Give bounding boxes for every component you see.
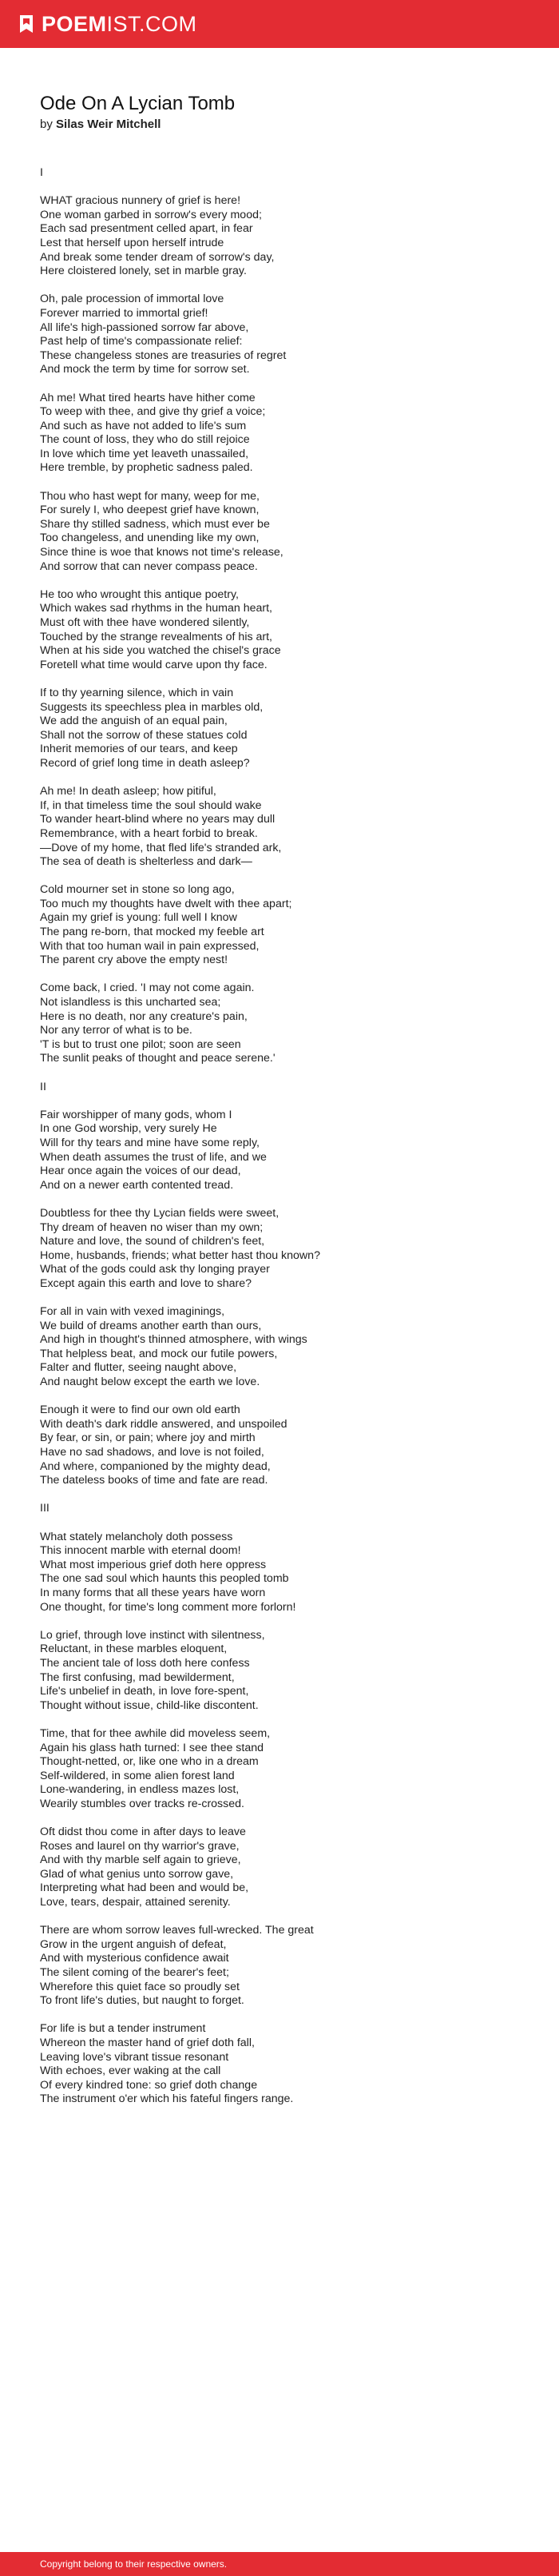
poem-line: Inherit memories of our tears, and keep — [40, 743, 238, 756]
poem-line: We add the anguish of an equal pain, — [40, 715, 228, 728]
poem-line: Cold mourner set in stone so long ago, — [40, 883, 235, 897]
poem-line: By fear, or sin, or pain; where joy and mirth — [40, 1431, 256, 1445]
poem-stanza — [40, 1825, 519, 1910]
poem-line: The dateless books of time and fate are read. — [40, 1474, 268, 1487]
poem-line: Doubtless for thee thy Lycian fields were sweet, — [40, 1206, 280, 1220]
poem-stanza — [40, 883, 519, 968]
poem-stanza — [40, 1727, 519, 1812]
poem-line: One thought, for time's long comment more forlorn! — [40, 1600, 296, 1614]
poem-line: To weep with thee, and give thy grief a voice; — [40, 405, 266, 419]
poem-line: Here is no death, nor any creature's pain, — [40, 1009, 248, 1023]
poem-line: To wander heart-blind where no years may dull — [40, 813, 276, 826]
poem-line: Have no sad shadows, and love is not foiled, — [40, 1446, 264, 1459]
poem-line: Oft didst thou come in after days to leave — [40, 1825, 246, 1839]
poem-line: III — [40, 1502, 50, 1515]
poem-line: For all in vain with vexed imaginings, — [40, 1305, 225, 1319]
site-footer — [0, 2552, 559, 2576]
poem-stanza — [40, 166, 519, 181]
poem-line: Which wakes sad rhythms in the human heart, — [40, 602, 272, 615]
poem-stanza — [40, 2022, 519, 2107]
poem-author[interactable]: Silas Weir Mitchell — [56, 117, 161, 131]
poem-line: To front life's duties, but naught to forget. — [40, 1994, 244, 2008]
poem-line: Grow in the urgent anguish of defeat, — [40, 1937, 227, 1951]
poem-line: Share thy stilled sadness, which must ever be — [40, 517, 270, 531]
poem-line: The pang re-born, that mocked my feeble art — [40, 926, 264, 939]
poem-line: Thought without issue, child-like discontent. — [40, 1698, 259, 1712]
poem-line: Past help of time's compassionate relief: — [40, 335, 243, 348]
poem-line: I — [40, 166, 43, 179]
poem-line: The sunlit peaks of thought and peace serene.' — [40, 1052, 276, 1065]
poem-line: And on a newer earth contented tread. — [40, 1178, 234, 1192]
poem-line: Not islandless is this uncharted sea; — [40, 996, 221, 1009]
poem-line: And mock the term by time for sorrow set. — [40, 363, 250, 376]
poem-line: Here tremble, by prophetic sadness paled. — [40, 461, 253, 475]
poem-line: Fair worshipper of many gods, whom I — [40, 1108, 232, 1121]
poem-line: Too changeless, and unending like my own, — [40, 532, 260, 545]
poem-line: This innocent marble with eternal doom! — [40, 1544, 241, 1558]
poem-line: The sea of death is shelterless and dark— — [40, 855, 252, 869]
poem-line: These changeless stones are treasuries of regret — [40, 348, 287, 362]
poem-line: Must oft with thee have wondered silently, — [40, 616, 250, 629]
poem-stanza — [40, 1531, 519, 1615]
poem-line: Suggests its speechless plea in marbles old, — [40, 700, 264, 714]
poem-title: Ode On A Lycian Tomb — [40, 93, 236, 114]
poem-stanza — [40, 687, 519, 771]
poem-line: And sorrow that can never compass peace. — [40, 559, 258, 573]
poem-line: The parent cry above the empty nest! — [40, 954, 228, 967]
poem-line: In love which time yet leaveth unassailed, — [40, 447, 249, 460]
poem-line: Lone-wandering, in endless mazes lost, — [40, 1783, 240, 1797]
poem-line: Touched by the strange revealments of his art, — [40, 630, 273, 643]
poem-line: If, in that timeless time the soul should wake — [40, 798, 262, 812]
poem-line: What most imperious grief doth here oppress — [40, 1558, 267, 1571]
poem-stanza — [40, 1924, 519, 2009]
logo-light: IST.COM — [106, 11, 197, 36]
poem-stanza — [40, 1629, 519, 1714]
poem-line: For life is but a tender instrument — [40, 2022, 206, 2036]
poem-stanza — [40, 392, 519, 476]
poem-line: Leaving love's vibrant tissue resonant — [40, 2050, 229, 2064]
poem-line: In many forms that all these years have worn — [40, 1586, 266, 1599]
poem-line: When death assumes the trust of life, and we — [40, 1150, 267, 1164]
poem-stanza — [40, 490, 519, 575]
poem-line: What stately melancholy doth possess — [40, 1530, 233, 1543]
by-label: by — [40, 117, 53, 131]
poem-line: Nor any terror of what is to be. — [40, 1024, 192, 1037]
poem-line: Again his glass hath turned: I see thee stand — [40, 1741, 264, 1754]
poem-body — [40, 166, 519, 2107]
poem-line: Interpreting what had been and would be, — [40, 1881, 249, 1895]
poem-line: Whereon the master hand of grief doth fall, — [40, 2036, 255, 2049]
poem-line: Self-wildered, in some alien forest land — [40, 1769, 235, 1782]
poem-line: In one God worship, very surely He — [40, 1122, 217, 1136]
poem-line: The ancient tale of loss doth here confess — [40, 1656, 250, 1670]
poem-line: The one sad soul which haunts this peopled tomb — [40, 1572, 289, 1586]
poem-line: When at his side you watched the chisel's grace — [40, 644, 281, 658]
poem-stanza — [40, 1207, 519, 1292]
poem-line: 'T is but to trust one pilot; soon are seen — [40, 1037, 241, 1051]
logo-strong: POEM — [42, 11, 107, 36]
poem-line: We build of dreams another earth than ours, — [40, 1319, 262, 1332]
poemist-book-icon[interactable] — [18, 14, 35, 34]
poem-line: One woman garbed in sorrow's every mood; — [40, 208, 262, 221]
poem-line: Here cloistered lonely, set in marble gray. — [40, 265, 247, 278]
poem-stanza — [40, 293, 519, 377]
poem-line: Roses and laurel on thy warrior's grave, — [40, 1839, 240, 1853]
poem-line: Will for thy tears and mine have some reply, — [40, 1136, 260, 1149]
poem-line: If to thy yearning silence, which in vain — [40, 686, 234, 699]
poem-line: For surely I, who deepest grief have known, — [40, 504, 260, 517]
poem-content — [0, 48, 559, 2107]
poem-line: Foretell what time would carve upon thy face. — [40, 658, 268, 671]
poem-line: Thou who hast wept for many, weep for me, — [40, 489, 260, 503]
poem-line: Glad of what genius unto sorrow gave, — [40, 1867, 234, 1881]
poem-line: Home, husbands, friends; what better hast thou known? — [40, 1248, 320, 1262]
poem-line: Too much my thoughts have dwelt with thee apart; — [40, 897, 292, 910]
poem-line: Hear once again the voices of our dead, — [40, 1165, 241, 1178]
poem-stanza — [40, 1403, 519, 1488]
poem-line: Each sad presentment celled apart, in fear — [40, 222, 253, 236]
poem-line: —Dove of my home, that fled life's stranded ark, — [40, 841, 282, 854]
poem-line: And break some tender dream of sorrow's day, — [40, 250, 275, 264]
poem-line: The first confusing, mad bewilderment, — [40, 1670, 235, 1684]
poem-line: Nature and love, the sound of children's feet, — [40, 1235, 265, 1248]
poem-line: II — [40, 1080, 46, 1093]
poem-line: Since thine is woe that knows not time's release, — [40, 546, 283, 559]
poem-line: Forever married to immortal grief! — [40, 306, 208, 320]
poem-line: All life's high-passioned sorrow far above, — [40, 321, 249, 334]
poem-stanza — [40, 1081, 519, 1095]
site-logo[interactable] — [42, 12, 197, 37]
poem-line: Wherefore this quiet face so proudly set — [40, 1980, 240, 1993]
poem-line: Falter and flutter, seeing naught above, — [40, 1361, 237, 1375]
poem-line: Ah me! What tired hearts have hither come — [40, 391, 256, 404]
poem-line: He too who wrought this antique poetry, — [40, 587, 239, 601]
poem-line: Enough it were to find our own old earth — [40, 1403, 240, 1417]
poem-stanza — [40, 785, 519, 870]
poem-line: Time, that for thee awhile did moveless seem, — [40, 1726, 271, 1740]
poem-line: Lo grief, through love instinct with silentness, — [40, 1628, 265, 1642]
poem-line: Of every kindred tone: so grief doth change — [40, 2078, 258, 2092]
poem-line: And where, companioned by the mighty dead, — [40, 1459, 271, 1473]
poem-stanza — [40, 194, 519, 279]
site-header — [0, 0, 559, 48]
poem-line: What of the gods could ask thy longing prayer — [40, 1263, 270, 1276]
poem-line: That helpless beat, and mock our futile powers, — [40, 1347, 278, 1360]
poem-line: And high in thought's thinned atmosphere, with wings — [40, 1333, 307, 1347]
poem-line: Life's unbelief in death, in love fore-spent, — [40, 1685, 249, 1698]
poem-line: Love, tears, despair, attained serenity. — [40, 1896, 231, 1909]
poem-line: The instrument o'er which his fateful fingers range. — [40, 2092, 294, 2106]
poem-line: Thy dream of heaven no wiser than my own; — [40, 1220, 264, 1234]
poem-line: Ah me! In death asleep; how pitiful, — [40, 785, 216, 798]
poem-line: Lest that herself upon herself intrude — [40, 236, 224, 249]
poem-line: Reluctant, in these marbles eloquent, — [40, 1642, 228, 1656]
poem-line: Wearily stumbles over tracks re-crossed. — [40, 1797, 244, 1810]
poem-stanza — [40, 588, 519, 673]
poem-line: Again my grief is young: full well I know — [40, 911, 237, 925]
poem-line: And with thy marble self again to grieve, — [40, 1853, 241, 1867]
poem-line: WHAT gracious nunnery of grief is here! — [40, 194, 241, 208]
poem-line: Shall not the sorrow of these statues cold — [40, 728, 248, 742]
poem-stanza — [40, 1109, 519, 1193]
poem-stanza — [40, 1305, 519, 1390]
poem-line: With death's dark riddle answered, and unspoiled — [40, 1417, 287, 1431]
poem-line: And naught below except the earth we love. — [40, 1376, 260, 1389]
poem-line: Except again this earth and love to share? — [40, 1276, 252, 1290]
poem-line: With that too human wail in pain expressed, — [40, 939, 260, 953]
poem-line: Thought-netted, or, like one who in a dream — [40, 1755, 259, 1769]
poem-line: Remembrance, with a heart forbid to break. — [40, 826, 258, 840]
poem-stanza — [40, 981, 519, 1066]
copyright-text: Copyright belong to their respective owners. — [40, 2558, 228, 2570]
poem-line: There are whom sorrow leaves full-wrecked. The great — [40, 1924, 314, 1937]
poem-line: And with mysterious confidence await — [40, 1952, 229, 1965]
poem-line: With echoes, ever waking at the call — [40, 2064, 221, 2078]
poem-line: The count of loss, they who do still rejoice — [40, 433, 250, 447]
poem-line: Come back, I cried. 'I may not come again. — [40, 981, 255, 995]
poem-byline — [40, 117, 519, 131]
poem-line: Record of grief long time in death asleep? — [40, 756, 250, 770]
poem-line: And such as have not added to life's sum — [40, 419, 247, 432]
poem-stanza — [40, 1502, 519, 1516]
poem-line: Oh, pale procession of immortal love — [40, 293, 224, 306]
poem-line: The silent coming of the bearer's feet; — [40, 1966, 229, 1979]
